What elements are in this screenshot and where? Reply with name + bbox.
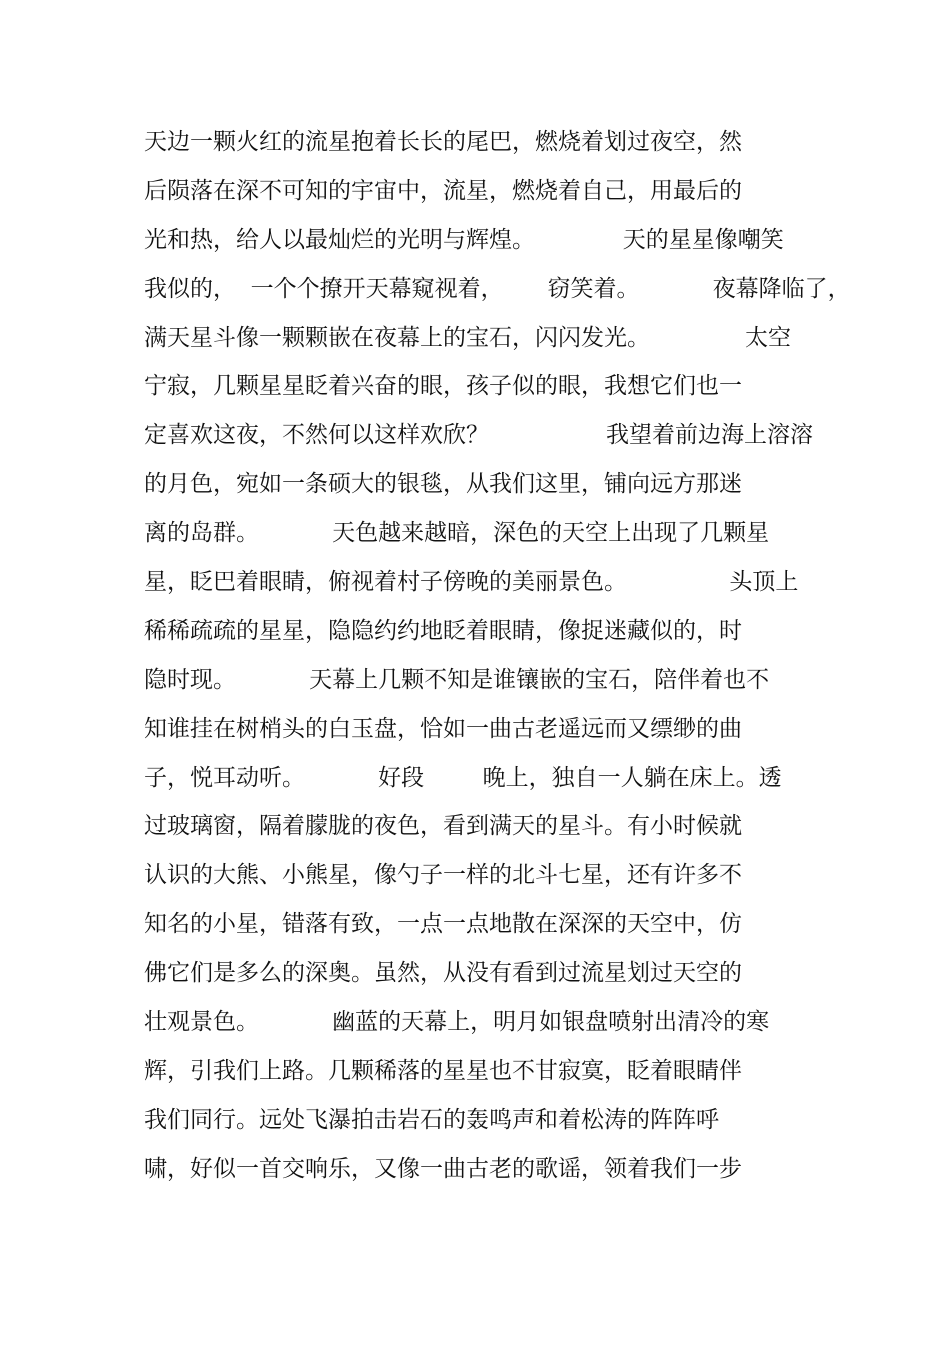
text-line: 子，悦耳动听。 好段 晚上，独自一人躺在床上。透 xyxy=(144,764,782,791)
text-line: 佛它们是多么的深奥。虽然，从没有看到过流星划过天空的 xyxy=(144,960,742,987)
text-line: 离的岛群。 天色越来越暗，深色的天空上出现了几颗星 xyxy=(144,520,770,547)
text-line: 知谁挂在树梢头的白玉盘，恰如一曲古老遥远而又缥缈的曲 xyxy=(144,715,742,742)
text-line: 的月色，宛如一条硕大的银毯，从我们这里，铺向远方那迷 xyxy=(144,471,742,498)
text-line: 稀稀疏疏的星星，隐隐约约地眨着眼睛，像捉迷藏似的，时 xyxy=(144,617,742,644)
body-text xyxy=(144,122,851,1198)
text-line: 后陨落在深不可知的宇宙中，流星，燃烧着自己，用最后的 xyxy=(144,177,742,204)
text-line: 辉，引我们上路。几颗稀落的星星也不甘寂寞，眨着眼睛伴 xyxy=(144,1057,742,1084)
text-line: 过玻璃窗，隔着朦胧的夜色，看到满天的星斗。有小时候就 xyxy=(144,813,742,840)
text-line: 啸，好似一首交响乐，又像一曲古老的歌谣，领着我们一步 xyxy=(144,1155,742,1182)
text-line: 我似的， 一个个撩开天幕窥视着， 窃笑着。 夜幕降临了， xyxy=(144,275,851,302)
text-line: 认识的大熊、小熊星，像勺子一样的北斗七星，还有许多不 xyxy=(144,862,742,889)
text-line: 定喜欢这夜，不然何以这样欢欣？ 我望着前边海上溶溶 xyxy=(144,422,813,449)
text-line: 壮观景色。 幽蓝的天幕上，明月如银盘喷射出清冷的寒 xyxy=(144,1009,770,1036)
text-line: 隐时现。 天幕上几颗不知是谁镶嵌的宝石，陪伴着也不 xyxy=(144,666,770,693)
text-line: 知名的小星，错落有致，一点一点地散在深深的天空中，仿 xyxy=(144,911,742,938)
text-line: 天边一颗火红的流星抱着长长的尾巴，燃烧着划过夜空，然 xyxy=(144,129,742,155)
text-line: 宁寂，几颗星星眨着兴奋的眼，孩子似的眼，我想它们也一 xyxy=(144,373,742,400)
text-line: 光和热，给人以最灿烂的光明与辉煌。 天的星星像嘲笑 xyxy=(144,226,784,253)
text-line: 满天星斗像一颗颗嵌在夜幕上的宝石，闪闪发光。 太空 xyxy=(144,324,792,351)
text-line: 我们同行。远处飞瀑拍击岩石的轰鸣声和着松涛的阵阵呼 xyxy=(144,1106,719,1133)
text-line: 星，眨巴着眼睛，俯视着村子傍晚的美丽景色。 头顶上 xyxy=(144,569,799,596)
